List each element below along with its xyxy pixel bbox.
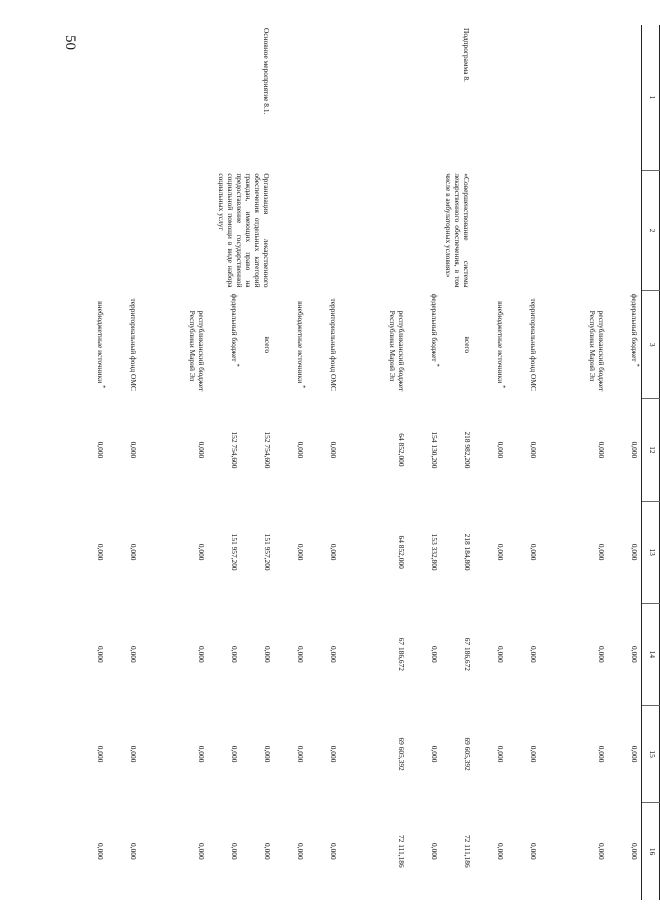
row-name [474, 170, 642, 290]
funding-source-text: территориальный фонд ОМС [529, 298, 538, 391]
amount-value: 0,000 [630, 745, 639, 763]
amount-value: 0,000 [197, 543, 206, 561]
funding-source-label [608, 291, 641, 399]
funding-source-text: внебюджетные источники [296, 301, 305, 384]
amount-value: 0,000 [129, 543, 138, 561]
funding-source-label [540, 291, 608, 399]
amount-value: 0,000 [96, 646, 105, 663]
funding-source-text: федеральный бюджет [430, 293, 439, 362]
amount-value: 0,000 [197, 745, 206, 763]
amount-value: 0,000 [430, 843, 439, 860]
amount-column-12 [474, 399, 642, 501]
amount-value: 0,000 [529, 745, 538, 763]
amount-column-13 [274, 501, 474, 603]
amount-column-16 [274, 803, 474, 900]
amount-value: 0,000 [96, 441, 105, 459]
amount-value: 69 605,392 [397, 737, 406, 771]
amount-value: 0,000 [496, 843, 505, 860]
header-col-15: 15 [642, 705, 660, 802]
funding-source-label [140, 291, 208, 399]
funding-source-label [340, 291, 408, 399]
funding-source-text: республиканский бюджет Республики Марий Эл [587, 310, 606, 392]
funding-source-label [74, 291, 107, 399]
rotated-landscape-page [96, 25, 660, 900]
amount-value: 0,000 [197, 843, 206, 860]
amount-value: 0,000 [597, 646, 606, 663]
row-name: Организация лекарственного обеспечения отдельных категорий граждан, имеющих право на предоставление государственной социальной помощи в виде набора социальных услуг [216, 173, 271, 288]
table-body [74, 25, 642, 900]
funding-source-text: территориальный фонд ОМС [129, 298, 138, 391]
amount-value: 0,000 [430, 745, 439, 763]
amount-value: 0,000 [329, 543, 338, 561]
funding-source-text: внебюджетные источники [96, 301, 105, 384]
footnote-asterisk: * [433, 363, 441, 367]
funding-source-label [208, 291, 241, 399]
header-row [642, 25, 660, 900]
amount-value: 0,000 [630, 543, 639, 561]
amount-value: 0,000 [197, 441, 206, 459]
row-code [474, 25, 642, 170]
funding-source-label [241, 291, 274, 399]
amount-column-14 [74, 603, 274, 705]
amount-value: 0,000 [296, 543, 305, 561]
page-number: 50 [62, 35, 78, 50]
header-col-1: 1 [642, 25, 660, 170]
funding-source-text: республиканский бюджет Республики Марий Эл [187, 310, 206, 392]
table-row [474, 25, 642, 900]
amount-value: 0,000 [296, 441, 305, 459]
amount-column-12 [74, 399, 274, 501]
amount-value: 0,000 [329, 843, 338, 860]
amount-value: 0,000 [496, 745, 505, 763]
footnote-asterisk: * [99, 385, 107, 389]
amount-value: 151 957,200 [263, 533, 272, 571]
amount-value: 0,000 [263, 646, 272, 663]
footnote-asterisk: * [299, 385, 307, 389]
amount-value: 151 957,200 [230, 533, 239, 571]
amount-value: 0,000 [630, 843, 639, 860]
footnote-asterisk: * [233, 363, 241, 367]
funding-source-text: федеральный бюджет [630, 293, 639, 362]
amount-value: 0,000 [329, 646, 338, 663]
amount-value: 0,000 [96, 843, 105, 860]
amount-value: 0,000 [296, 843, 305, 860]
amount-value: 0,000 [496, 646, 505, 663]
amount-value: 0,000 [496, 441, 505, 459]
amount-value: 0,000 [129, 441, 138, 459]
header-col-14: 14 [642, 603, 660, 705]
amount-value: 0,000 [96, 543, 105, 561]
amount-value: 0,000 [430, 646, 439, 663]
amount-value: 152 754,600 [263, 431, 272, 469]
amount-value: 0,000 [329, 745, 338, 763]
amount-value: 152 754,600 [230, 431, 239, 469]
amount-value: 0,000 [529, 843, 538, 860]
header-col-13: 13 [642, 501, 660, 603]
amount-value: 67 186,672 [397, 637, 406, 671]
amount-value: 0,000 [329, 441, 338, 459]
amount-value: 72 111,186 [463, 834, 472, 868]
funding-source-label [307, 291, 340, 399]
amount-value: 0,000 [230, 646, 239, 663]
amount-value: 0,000 [529, 646, 538, 663]
amount-column-13 [474, 501, 642, 603]
footnote-asterisk: * [499, 385, 507, 389]
amount-column-15 [474, 705, 642, 802]
funding-source-label [507, 291, 540, 399]
amount-value: 0,000 [529, 543, 538, 561]
amount-value: 0,000 [597, 543, 606, 561]
amount-value: 0,000 [263, 843, 272, 860]
amount-column-13 [74, 501, 274, 603]
amount-value: 153 332,800 [430, 533, 439, 571]
funding-sources [474, 291, 642, 399]
amount-value: 0,000 [630, 441, 639, 459]
header-col-2: 2 [642, 170, 660, 290]
amount-column-15 [74, 705, 274, 802]
amount-value: 0,000 [96, 745, 105, 763]
amount-column-14 [274, 603, 474, 705]
amount-value: 0,000 [129, 646, 138, 663]
amount-value: 154 130,200 [430, 431, 439, 469]
funding-source-label [474, 291, 507, 399]
row-code: Основное мероприятие 8.1. [262, 28, 271, 115]
funding-sources [274, 291, 474, 399]
amount-value: 0,000 [630, 646, 639, 663]
footnote-asterisk: * [633, 363, 641, 367]
funding-source-label [107, 291, 140, 399]
amount-value: 0,000 [129, 745, 138, 763]
amount-column-16 [474, 803, 642, 900]
amount-value: 218 184,800 [463, 533, 472, 571]
table-row [274, 25, 474, 900]
amount-column-15 [274, 705, 474, 802]
amount-value: 0,000 [496, 543, 505, 561]
amount-value: 69 605,392 [463, 737, 472, 771]
table-row [74, 25, 274, 900]
funding-source-text: внебюджетные источники [496, 301, 505, 384]
amount-value: 67 186,672 [463, 637, 472, 671]
amount-value: 0,000 [230, 745, 239, 763]
amount-value: 0,000 [597, 745, 606, 763]
amount-value: 72 111,186 [397, 834, 406, 868]
amount-value: 0,000 [597, 843, 606, 860]
amount-value: 0,000 [296, 646, 305, 663]
header-col-16: 16 [642, 803, 660, 900]
amount-value: 0,000 [529, 441, 538, 459]
amount-value: 0,000 [597, 441, 606, 459]
budget-table [74, 25, 660, 900]
header-col-3: 3 [642, 291, 660, 399]
amount-value: 64 852,000 [397, 535, 406, 569]
funding-source-label [408, 291, 441, 399]
row-name: «Совершенствование системы лекарственного обеспечения, в том числе в амбулаторных условиях» [443, 173, 471, 288]
funding-source-text: республиканский бюджет Республики Марий Эл [387, 310, 406, 392]
amount-value: 0,000 [129, 843, 138, 860]
amount-value: 0,000 [197, 646, 206, 663]
funding-source-text: федеральный бюджет [230, 293, 239, 362]
amount-value: 218 982,200 [463, 431, 472, 469]
amount-column-12 [274, 399, 474, 501]
amount-column-14 [474, 603, 642, 705]
funding-source-label [441, 291, 474, 399]
amount-value: 0,000 [296, 745, 305, 763]
header-col-12: 12 [642, 399, 660, 501]
amount-column-16 [74, 803, 274, 900]
funding-source-text: всего [463, 336, 472, 354]
amount-value: 0,000 [230, 843, 239, 860]
row-code: Подпрограмма 8. [462, 28, 471, 82]
amount-value: 64 852,000 [397, 433, 406, 467]
funding-source-text: территориальный фонд ОМС [329, 298, 338, 391]
funding-source-text: всего [263, 336, 272, 354]
funding-sources [74, 291, 274, 399]
amount-value: 0,000 [263, 745, 272, 763]
funding-source-label [274, 291, 307, 399]
